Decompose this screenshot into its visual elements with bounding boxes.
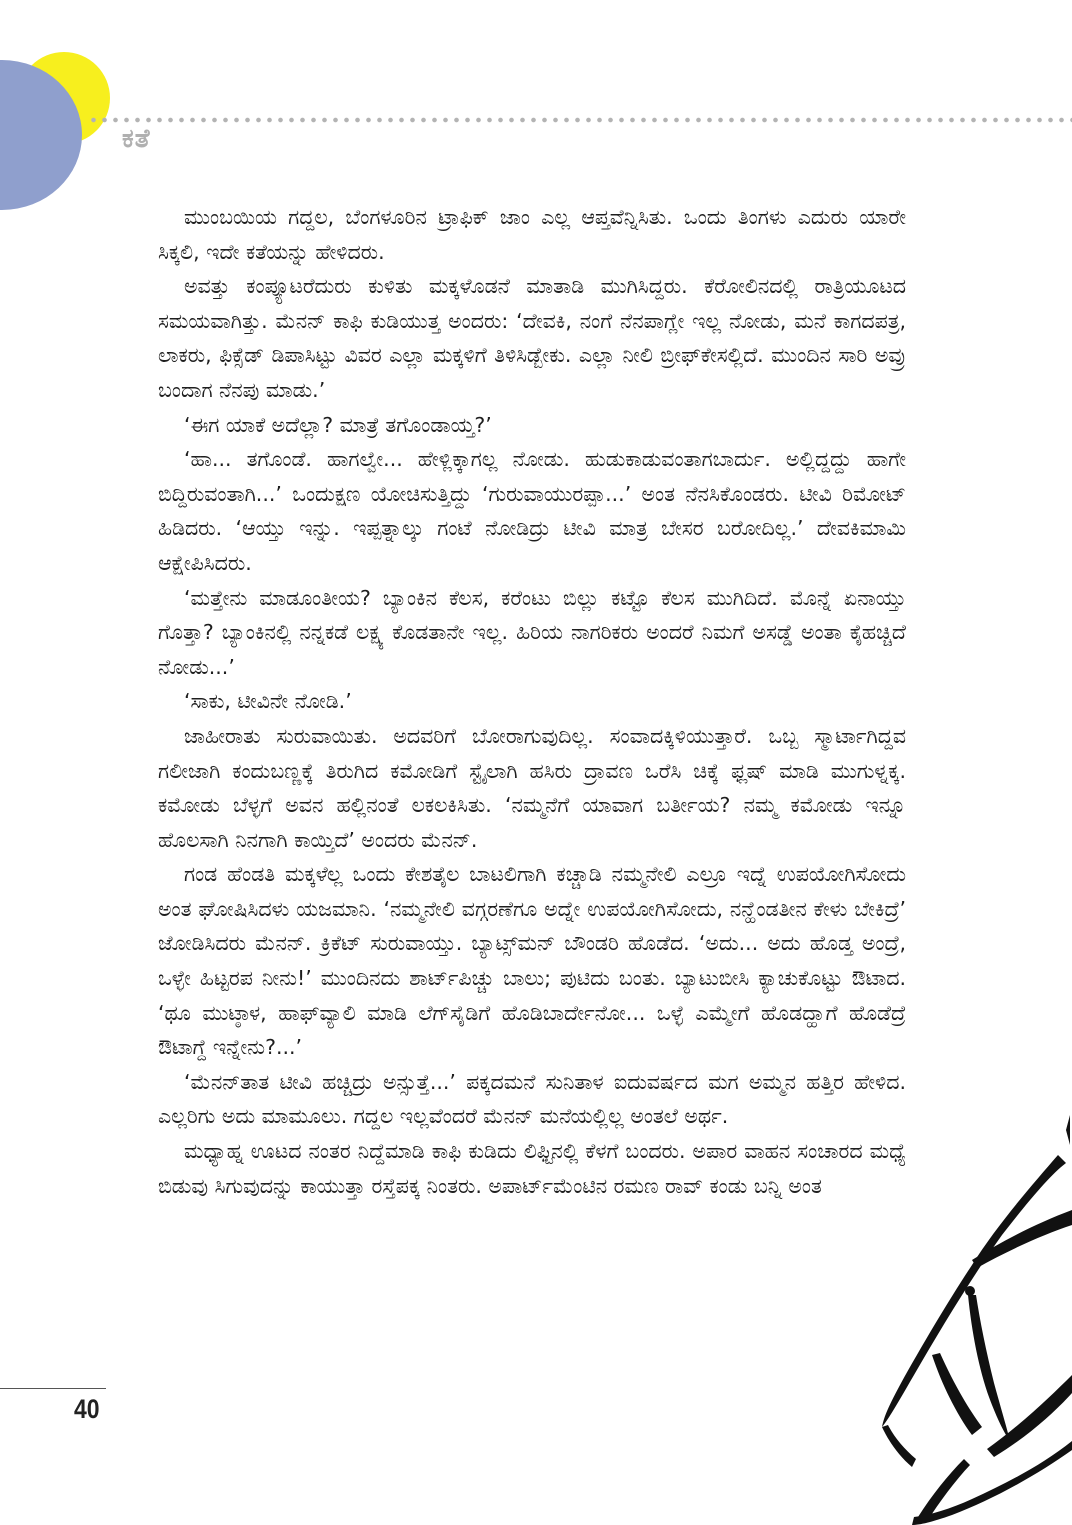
header-dotted-rule [88, 116, 1072, 124]
story-paragraph: ‘ಮೆನನ್‌ತಾತ ಟೀವಿ ಹಚ್ಚಿದ್ರು ಅನ್ಸುತ್ತೆ...’ ಪಕ್ಕದಮನೆ ಸುನಿತಾಳ ಐದುವರ್ಷದ ಮಗ ಅಮ್ಮನ ಹತ್ತಿರ ಹೇಳಿದ. ಎಲ್ಲರಿಗು ಅದು ಮಾಮೂಲು. ಗದ್ದಲ ಇಲ್ಲವೆಂದರೆ ಮೆನನ್ ಮನೆಯಲ್ಲಿಲ್ಲ ಅಂತಲೆ ಅರ್ಥ. [158, 1069, 906, 1129]
story-body [158, 200, 906, 1203]
story-paragraph: ‘ಸಾಕು, ಟೀವಿನೇ ನೋಡಿ.’ [184, 689, 352, 714]
story-paragraph: ಅವತ್ತು ಕಂಪ್ಯೂಟರೆದುರು ಕುಳಿತು ಮಕ್ಕಳೊಡನೆ ಮಾತಾಡಿ ಮುಗಿಸಿದ್ದರು. ಕೆರೋಲಿನದಲ್ಲಿ ರಾತ್ರಿಯೂಟದ ಸಮಯವಾಗಿತ್ತು. ಮೆನನ್ ಕಾಫಿ ಕುಡಿಯುತ್ತ ಅಂದರು: ‘ದೇವಕಿ, ನಂಗೆ ನೆನಪಾಗ್ಲೇ ಇಲ್ಲ ನೋಡು, ಮನೆ ಕಾಗದಪತ್ರ, ಲಾಕರು, ಫಿಕ್ಸೆಡ್ ಡಿಪಾಸಿಟ್ಟು ವಿವರ ಎಲ್ಲಾ ಮಕ್ಕಳಿಗೆ ತಿಳಿಸಿಡ್ಬೇಕು. ಎಲ್ಲಾ ನೀಲಿ ಬ್ರೀಫ್‌ಕೇಸಲ್ಲಿದೆ. ಮುಂದಿನ ಸಾರಿ ಅವ್ರು ಬಂದಾಗ ನೆನಪು ಮಾಡು.’ [158, 274, 906, 402]
page-number: 40 [74, 1394, 100, 1424]
story-paragraph: ‘ಮತ್ತೇನು ಮಾಡೂಂತೀಯ? ಬ್ಯಾಂಕಿನ ಕೆಲಸ, ಕರೆಂಟು ಬಿಲ್ಲು ಕಟ್ಟೊ ಕೆಲಸ ಮುಗಿದಿದೆ. ಮೊನ್ನೆ ಏನಾಯ್ತು ಗೊತ್ತಾ? ಬ್ಯಾಂಕಿನಲ್ಲಿ ನನ್ನಕಡೆ ಲಕ್ಷ್ಯ ಕೊಡತಾನೇ ಇಲ್ಲ. ಹಿರಿಯ ನಾಗರಿಕರು ಅಂದರೆ ನಿಮಗೆ ಅಸಡ್ಡೆ ಅಂತಾ ಕೈಹಚ್ಚಿದೆ ನೋಡು...’ [158, 585, 906, 679]
story-paragraph: ಮುಂಬಯಿಯ ಗದ್ದಲ, ಬೆಂಗಳೂರಿನ ಟ್ರಾಫಿಕ್ ಜಾಂ ಎಲ್ಲ ಆಪ್ತವೆನ್ನಿಸಿತು. ಒಂದು ತಿಂಗಳು ಎದುರು ಯಾರೇ ಸಿಕ್ಕಲಿ, ಇದೇ ಕತೆಯನ್ನು ಹೇಳಿದರು. [158, 205, 906, 264]
footer-rule [0, 1388, 106, 1389]
story-paragraph: ‘ಈಗ ಯಾಕೆ ಅದೆಲ್ಲಾ? ಮಾತ್ರೆ ತಗೊಂಡಾಯ್ತ?’ [184, 412, 492, 437]
section-label: ಕತೆ [122, 124, 151, 154]
story-paragraph: ಮಧ್ಯಾಹ್ನ ಊಟದ ನಂತರ ನಿದ್ದೆಮಾಡಿ ಕಾಫಿ ಕುಡಿದು ಲಿಫ್ಟಿನಲ್ಲಿ ಕೆಳಗೆ ಬಂದರು. ಅಪಾರ ವಾಹನ ಸಂಚಾರದ ಮಧ್ಯೆ ಬಿಡುವು ಸಿಗುವುದನ್ನು ಕಾಯುತ್ತಾ ರಸ್ತೆಪಕ್ಕ ನಿಂತರು. ಅಪಾರ್ಟ್‌ಮೆಂಟಿನ ರಮಣ ರಾವ್ ಕಂಡು ಬನ್ನಿ ಅಂತ [158, 1139, 906, 1198]
story-paragraph: ‘ಹಾ... ತಗೊಂಡೆ. ಹಾಗಲ್ವೇ... ಹೇಳ್ಲಿಕ್ಕಾಗಲ್ಲ ನೋಡು. ಹುಡುಕಾಡುವಂತಾಗಬಾರ್ದು. ಅಲ್ಲಿದ್ದದ್ದು ಹಾಗೇ ಬಿದ್ದಿರುವಂತಾಗಿ...’ ಒಂದುಕ್ಷಣ ಯೋಚಿಸುತ್ತಿದ್ದು ‘ಗುರುವಾಯುರಪ್ಪಾ...’ ಅಂತ ನೆನಸಿಕೊಂಡರು. ಟೀವಿ ರಿಮೋಟ್ ಹಿಡಿದರು. ‘ಆಯ್ತು ಇನ್ನು. ಇಪ್ಪತ್ನಾಲ್ಕು ಗಂಟೆ ನೋಡಿದ್ರು ಟೀವಿ ಮಾತ್ರ ಬೇಸರ ಬರೋದಿಲ್ಲ.’ ದೇವಕಿಮಾಮಿ ಆಕ್ಷೇಪಿಸಿದರು. [158, 447, 906, 575]
story-paragraph: ಗಂಡ ಹೆಂಡತಿ ಮಕ್ಕಳೆಲ್ಲ ಒಂದು ಕೇಶತೈಲ ಬಾಟಲಿಗಾಗಿ ಕಚ್ಚಾಡಿ ನಮ್ಮನೇಲಿ ಎಲ್ರೂ ಇದ್ನೆ ಉಪಯೋಗಿಸೋದು ಅಂತ ಘೋಷಿಸಿದಳು ಯಜಮಾನಿ. ‘ನಮ್ಮನೇಲಿ ವಗ್ಗರಣೆಗೂ ಅದ್ನೇ ಉಪಯೋಗಿಸೋದು, ನನ್ಹೆಂಡತೀನ ಕೇಳು ಬೇಕಿದ್ರೆ’ ಜೋಡಿಸಿದರು ಮೆನನ್. ಕ್ರಿಕೆಟ್ ಸುರುವಾಯ್ತು. ಬ್ಯಾಟ್ಸ್‌ಮನ್ ಬೌಂಡರಿ ಹೊಡೆದ. ‘ಅದು... ಅದು ಹೊಡ್ತ ಅಂದ್ರೆ, ಒಳ್ಳೇ ಹಿಟ್ಟರಪ ನೀನು!’ ಮುಂದಿನದು ಶಾರ್ಟ್‌ಪಿಚ್ಚು ಬಾಲು; ಪುಟಿದು ಬಂತು. ಬ್ಯಾಟುಬೀಸಿ ಕ್ಯಾಚುಕೊಟ್ಟು ಔಟಾದ. ‘ಥೂ ಮುಟ್ಠಾಳ, ಹಾಫ್‌ವ್ಯಾಲಿ ಮಾಡಿ ಲೆಗ್‌ಸೈಡಿಗೆ ಹೊಡಿಬಾರ್ದೇನೋ... ಒಳ್ಳೆ ಎಮ್ಮೇಗೆ ಹೊಡದ್ಹಾಗೆ ಹೊಡೆದ್ರೆ ಔಟಾಗ್ದೆ ಇನ್ನೇನು?...’ [158, 862, 906, 1060]
story-paragraph: ಜಾಹೀರಾತು ಸುರುವಾಯಿತು. ಅದವರಿಗೆ ಬೋರಾಗುವುದಿಲ್ಲ. ಸಂವಾದಕ್ಕಿಳಿಯುತ್ತಾರೆ. ಒಬ್ಬ ಸ್ಮಾರ್ಟಾಗಿದ್ದವ ಗಲೀಜಾಗಿ ಕಂದುಬಣ್ಣಕ್ಕೆ ತಿರುಗಿದ ಕಮೋಡಿಗೆ ಸ್ಟೈಲಾಗಿ ಹಸಿರು ದ್ರಾವಣ ಒರೆಸಿ ಚಿಕ್ಕೆ ಫ್ಲಷ್ ಮಾಡಿ ಮುಗುಳ್ನಕ್ಕ. ಕಮೋಡು ಬೆಳ್ಳಗೆ ಅವನ ಹಲ್ಲಿನಂತೆ ಲಕಲಕಿಸಿತು. ‘ನಮ್ಮನೆಗೆ ಯಾವಾಗ ಬರ್ತೀಯ? ನಮ್ಮ ಕಮೋಡು ಇನ್ನೂ ಹೊಲಸಾಗಿ ನಿನಗಾಗಿ ಕಾಯ್ತಿದೆ’ ಅಂದರು ಮೆನನ್. [158, 723, 906, 852]
ink-brush-illustration-icon [822, 1055, 1072, 1525]
